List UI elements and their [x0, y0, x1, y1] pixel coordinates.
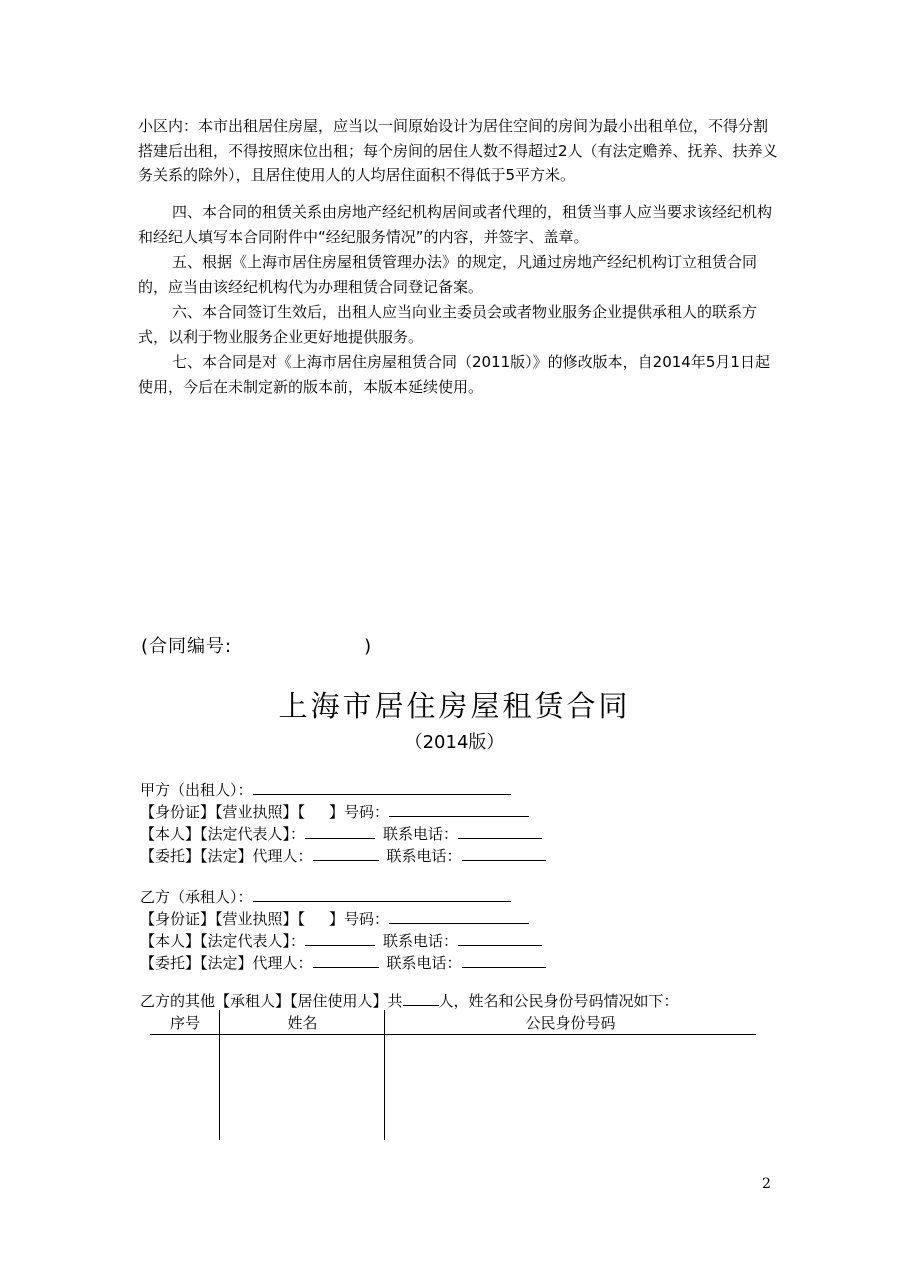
- party-b-rep-label: 【本人】【法定代表人】：: [140, 932, 306, 950]
- party-a-id-prefix: 【身份证】【营业执照】【: [140, 803, 306, 821]
- table-column-divider: [384, 1010, 385, 1140]
- party-a-rep-line: [140, 823, 542, 844]
- party-a-id-line: [140, 801, 529, 822]
- party-b-name-line: [140, 886, 511, 907]
- paragraph-5-text: 五、根据《上海市居住房屋租赁管理办法》的规定，凡通过房地产经纪机构订立租赁合同的，应当由该经纪机构代为办理租赁合同登记备案。: [138, 253, 758, 296]
- contract-title: 上海市居住房屋租赁合同: [278, 689, 631, 723]
- party-a-id-suffix: 】号码：: [329, 803, 390, 821]
- party-b-name-blank[interactable]: [253, 886, 511, 902]
- paragraph-6: [138, 300, 778, 349]
- party-b-agent-phone-blank[interactable]: [462, 952, 546, 968]
- other-occupants-suffix: 人，姓名和公民身份号码情况如下：: [438, 992, 679, 1010]
- party-a-id-number-blank[interactable]: [389, 801, 529, 817]
- page-number: 2: [762, 1176, 771, 1192]
- party-a-rep-phone-label: 联系电话：: [383, 825, 459, 843]
- party-a-agent-line: [140, 845, 546, 866]
- paragraph-4-text: 四、本合同的租赁关系由房地产经纪机构居间或者代理的，租赁当事人应当要求该经纪机构和经纪人填写本合同附件中“经纪服务情况”的内容，并签字、盖章。: [138, 203, 773, 246]
- party-b-agent-phone-label: 联系电话：: [386, 954, 462, 972]
- party-a-name-line: [140, 779, 511, 800]
- contract-subtitle: （2014版）: [404, 732, 505, 753]
- party-b-id-number-blank[interactable]: [389, 908, 529, 924]
- party-b-agent-label: 【委托】【法定】代理人：: [140, 954, 313, 972]
- table-header-rule: [150, 1034, 756, 1035]
- other-occupants-line: [140, 990, 679, 1011]
- party-a-label: 甲方（出租人）：: [140, 781, 253, 799]
- table-header-name: 姓名: [287, 1014, 318, 1032]
- party-b-rep-blank[interactable]: [305, 930, 375, 946]
- party-a-rep-label: 【本人】【法定代表人】：: [140, 825, 306, 843]
- party-b-agent-blank[interactable]: [313, 952, 379, 968]
- party-b-id-prefix: 【身份证】【营业执照】【: [140, 910, 306, 928]
- paragraph-4: [138, 200, 778, 249]
- table-column-divider: [219, 1010, 220, 1140]
- paragraph-min-unit: 小区内：本市出租居住房屋，应当以一间原始设计为居住空间的房间为最小出租单位，不得分割搭建后出租，不得按照床位出租；每个房间的居住人数不得超过2人（有法定赡养、抚养、扶养义务关系的除外），且居住使用人的人均居住面积不得低于5平方米。: [138, 117, 778, 184]
- table-header-id-number: 公民身份号码: [525, 1014, 616, 1032]
- party-a-agent-blank[interactable]: [313, 845, 379, 861]
- party-a-agent-label: 【委托】【法定】代理人：: [140, 847, 313, 865]
- party-a-name-blank[interactable]: [253, 779, 511, 795]
- party-b-id-suffix: 】号码：: [329, 910, 390, 928]
- party-a-rep-blank[interactable]: [305, 823, 375, 839]
- table-header-seq: 序号: [169, 1014, 200, 1032]
- party-a-agent-phone-blank[interactable]: [462, 845, 546, 861]
- other-occupants-prefix: 乙方的其他【承租人】【居住使用人】共: [140, 992, 403, 1010]
- party-b-rep-line: [140, 930, 542, 951]
- party-b-id-line: [140, 908, 529, 929]
- party-a-rep-phone-blank[interactable]: [458, 823, 542, 839]
- party-b-rep-phone-label: 联系电话：: [383, 932, 459, 950]
- contract-number: [141, 632, 372, 658]
- paragraph-6-text: 六、本合同签订生效后，出租人应当向业主委员会或者物业服务企业提供承租人的联系方式，以利于物业服务企业更好地提供服务。: [138, 303, 758, 346]
- paragraph-7-text: 七、本合同是对《上海市居住房屋租赁合同（2011版）》的修改版本，自2014年5月1日起使用，今后在未制定新的版本前，本版本延续使用。: [138, 353, 770, 396]
- contract-number-label: (合同编号:: [141, 636, 233, 657]
- occupants-table: [150, 1010, 756, 1142]
- party-b-rep-phone-blank[interactable]: [458, 930, 542, 946]
- contract-number-close: ): [364, 636, 373, 657]
- other-occupants-count-blank[interactable]: [403, 990, 439, 1006]
- paragraph-5: [138, 250, 778, 299]
- party-b-agent-line: [140, 952, 546, 973]
- paragraph-7: [138, 350, 778, 399]
- party-b-label: 乙方（承租人）：: [140, 888, 253, 906]
- party-a-agent-phone-label: 联系电话：: [386, 847, 462, 865]
